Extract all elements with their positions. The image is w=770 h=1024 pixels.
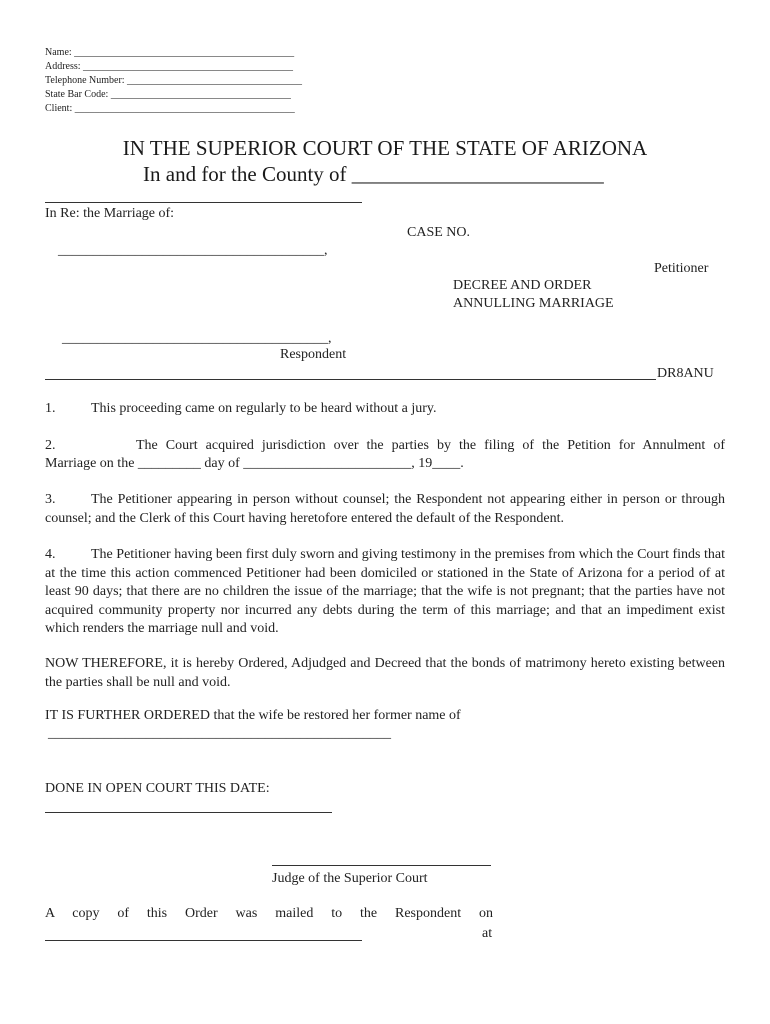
- further-ordered-text: IT IS FURTHER ORDERED that the wife be restored her former name of: [45, 708, 461, 723]
- case-no-label: CASE NO.: [407, 225, 471, 240]
- mailing-statement: A copy of this Order was mailed to the Respondent on: [45, 906, 493, 921]
- paragraph-2-line-1: The Court acquired jurisdiction over the parties by the filing of the Petition for Annulment of: [136, 438, 725, 453]
- judge-signature-rule: [272, 865, 491, 866]
- document-title-line-1: DECREE AND ORDER: [453, 278, 592, 293]
- mailing-at-label: at: [482, 926, 493, 941]
- petitioner-label: Petitioner: [654, 261, 709, 276]
- paragraph-2-number: 2.: [45, 438, 56, 453]
- caption-top-rule: [45, 202, 362, 203]
- telephone-line: Telephone Number: ___________________________________: [45, 75, 303, 86]
- paragraph-4: [45, 546, 725, 639]
- date-signature-rule: [45, 812, 332, 813]
- document-title-line-2: ANNULLING MARRIAGE: [453, 296, 614, 311]
- paragraph-4-number: 4.: [45, 547, 56, 562]
- former-name-line: _________________________________________________: [48, 726, 391, 741]
- form-code: DR8ANU: [657, 366, 714, 381]
- address-line: Address: __________________________________________: [45, 61, 294, 72]
- paragraph-3: [45, 491, 725, 528]
- respondent-label: Respondent: [280, 347, 347, 362]
- client-line: Client: ____________________________________________: [45, 103, 295, 114]
- paragraph-1-number: 1.: [45, 401, 56, 416]
- mailing-date-rule: [45, 940, 362, 941]
- county-line: In and for the County of ________________________: [143, 162, 604, 186]
- paragraph-1: This proceeding came on regularly to be heard without a jury.: [91, 401, 437, 416]
- paragraph-4-text: The Petitioner having been first duly sworn and giving testimony in the premises from which the Court finds that at the time this action commenced Petitioner had been domiciled or stationed in the State of Arizona for a period of at least 90 days; that there are no children the issue of the marriage; that the wife is not pregnant; that the parties have not acquired community property nor incurred any debts during the term of this marriage; and that an impediment exist which renders the marriage null and void.: [45, 547, 725, 636]
- respondent-name-line: ______________________________________,: [62, 331, 332, 346]
- paragraph-2-line-2: Marriage on the _________ day of ________________________, 19____.: [45, 456, 464, 471]
- paragraph-3-number: 3.: [45, 492, 56, 507]
- court-title: IN THE SUPERIOR COURT OF THE STATE OF ARIZONA: [122, 136, 648, 160]
- name-line: Name: ____________________________________________: [45, 47, 295, 58]
- judge-label: Judge of the Superior Court: [272, 871, 428, 886]
- paragraph-3-text: The Petitioner appearing in person without counsel; the Respondent not appearing either in person or through counsel; and the Clerk of this Court having heretofore entered the default of the Respondent.: [45, 492, 725, 526]
- now-therefore-paragraph: NOW THEREFORE, it is hereby Ordered, Adjudged and Decreed that the bonds of matrimony hereto existing between the parties shall be null and void.: [45, 656, 725, 690]
- petitioner-name-line: ______________________________________,: [58, 243, 328, 258]
- caption-bottom-rule: [45, 379, 656, 380]
- state-bar-line: State Bar Code: ____________________________________: [45, 89, 291, 100]
- in-re-label: In Re: the Marriage of:: [45, 206, 175, 221]
- done-in-open-court: DONE IN OPEN COURT THIS DATE:: [45, 781, 270, 796]
